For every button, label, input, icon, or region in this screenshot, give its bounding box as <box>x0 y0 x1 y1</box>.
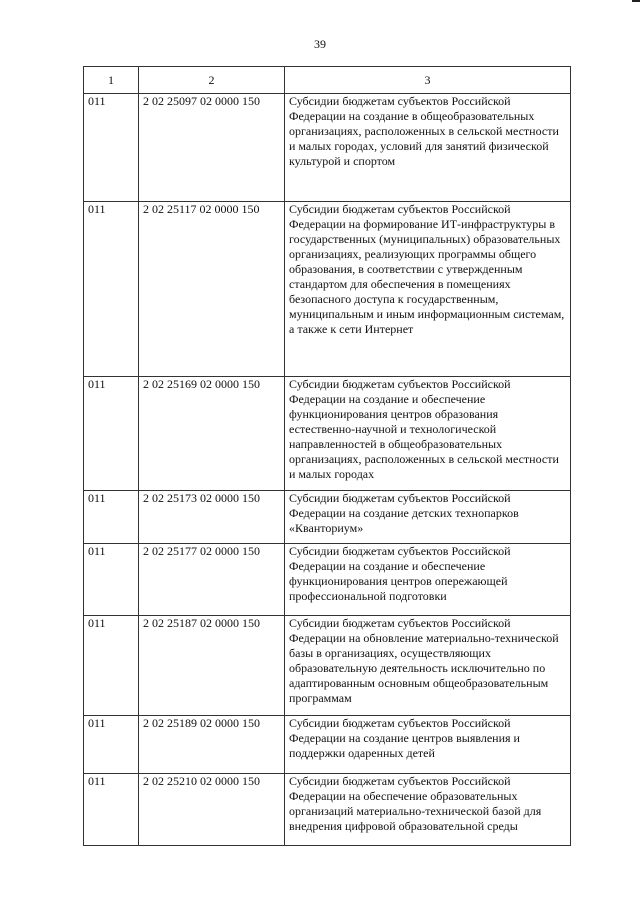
header-col-1: 1 <box>84 67 139 94</box>
description-cell: Субсидии бюджетам субъектов Российской Федерации на обеспечение образовательных организаций материально-технической базой для внедрения цифровой образовательной среды <box>285 774 571 846</box>
admin-code-cell: 011 <box>84 491 139 544</box>
table-header-row <box>84 67 571 94</box>
table-row <box>84 377 571 491</box>
admin-code-cell: 011 <box>84 94 139 202</box>
page-number: 39 <box>314 37 326 51</box>
admin-code-cell: 011 <box>84 377 139 491</box>
budget-code-cell: 2 02 25189 02 0000 150 <box>139 716 285 774</box>
budget-code-cell: 2 02 25187 02 0000 150 <box>139 616 285 716</box>
header-col-3: 3 <box>285 67 571 94</box>
table-row <box>84 94 571 202</box>
description-cell: Субсидии бюджетам субъектов Российской Федерации на обновление материально-технической базы в организациях, осуществляющих образовательную деятельность исключительно по адаптированным основным общеобразовательным программам <box>285 616 571 716</box>
budget-code-cell: 2 02 25173 02 0000 150 <box>139 491 285 544</box>
budget-codes-table <box>83 66 571 846</box>
header-col-2: 2 <box>139 67 285 94</box>
description-cell: Субсидии бюджетам субъектов Российской Федерации на создание и обеспечение функционирования центров образования естественно-научной и технологической направленностей в общеобразовательных организациях, расположенных в сельской местности и малых городах <box>285 377 571 491</box>
description-cell: Субсидии бюджетам субъектов Российской Федерации на создание детских технопарков «Кванториум» <box>285 491 571 544</box>
admin-code-cell: 011 <box>84 544 139 616</box>
description-cell: Субсидии бюджетам субъектов Российской Федерации на создание в общеобразовательных организациях, расположенных в сельской местности и малых городах, условий для занятий физической культурой и спортом <box>285 94 571 202</box>
table-row <box>84 774 571 846</box>
description-cell: Субсидии бюджетам субъектов Российской Федерации на создание и обеспечение функционирования центров опережающей профессиональной подготовки <box>285 544 571 616</box>
description-cell: Субсидии бюджетам субъектов Российской Федерации на формирование ИТ-инфраструктуры в государственных (муниципальных) образовательных организациях, реализующих программы общего образования, в соответствии с утвержденным стандартом для обеспечения в помещениях безопасного доступа к государственным, муниципальным и иным информационным системам, а также к сети Интернет <box>285 202 571 377</box>
table-row <box>84 202 571 377</box>
admin-code-cell: 011 <box>84 774 139 846</box>
budget-code-cell: 2 02 25177 02 0000 150 <box>139 544 285 616</box>
table-row <box>84 544 571 616</box>
budget-code-cell: 2 02 25169 02 0000 150 <box>139 377 285 491</box>
admin-code-cell: 011 <box>84 616 139 716</box>
scan-corner-mark <box>632 0 640 2</box>
description-cell: Субсидии бюджетам субъектов Российской Федерации на создание центров выявления и поддержки одаренных детей <box>285 716 571 774</box>
admin-code-cell: 011 <box>84 202 139 377</box>
table-row <box>84 716 571 774</box>
table-row <box>84 491 571 544</box>
admin-code-cell: 011 <box>84 716 139 774</box>
budget-code-cell: 2 02 25097 02 0000 150 <box>139 94 285 202</box>
budget-code-cell: 2 02 25210 02 0000 150 <box>139 774 285 846</box>
budget-code-cell: 2 02 25117 02 0000 150 <box>139 202 285 377</box>
table-row <box>84 616 571 716</box>
